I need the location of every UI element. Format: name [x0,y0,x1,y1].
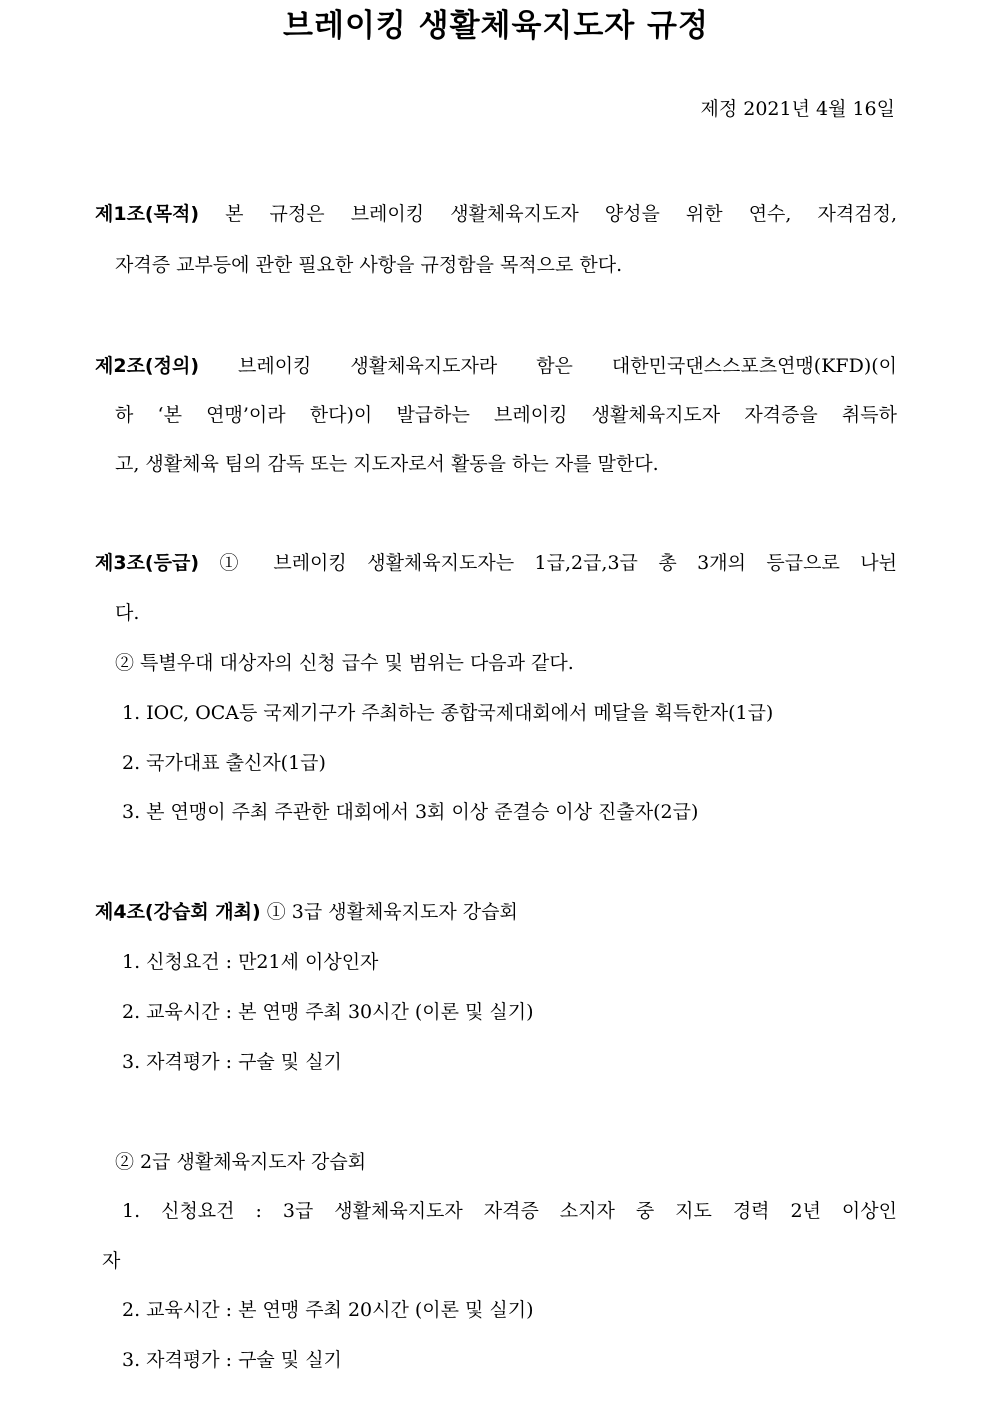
article-4-item-1-3: 3. 자격평가 : 구술 및 실기 [122,1051,342,1073]
article-4-item-2-1b: 자 [102,1250,121,1272]
article-1-heading: 제1조(목적) [95,203,200,225]
article-4-item-2-3: 3. 자격평가 : 구술 및 실기 [122,1349,342,1371]
article-2-text-1: 브레이킹 생활체육지도자라 함은 대한민국댄스스포츠연맹(KFD)(이 [199,355,897,377]
article-2-line-1 [95,351,897,381]
article-3-line-1 [95,548,897,578]
article-4-item-1-2: 2. 교육시간 : 본 연맹 주최 30시간 (이론 및 실기) [122,1001,534,1023]
article-2-text-2: 하 ‘본 연맹’이라 한다)이 발급하는 브레이킹 생활체육지도자 자격증을 취득하 [115,404,897,426]
article-4-item-1-1: 1. 신청요건 : 만21세 이상인자 [122,951,379,973]
article-2-text-3: 고, 생활체육 팀의 감독 또는 지도자로서 활동을 하는 자를 말한다. [115,453,659,475]
article-4-item-2-2: 2. 교육시간 : 본 연맹 주최 20시간 (이론 및 실기) [122,1299,534,1321]
article-3-text-3: ② 특별우대 대상자의 신청 급수 및 범위는 다음과 같다. [115,652,574,674]
article-3-item-3: 3. 본 연맹이 주최 주관한 대회에서 3회 이상 준결승 이상 진출자(2급) [122,801,699,823]
article-1-text-2: 자격증 교부등에 관한 필요한 사항을 규정함을 목적으로 한다. [115,254,623,276]
article-1-text-1: 본 규정은 브레이킹 생활체육지도자 양성을 위한 연수, 자격검정, [199,203,897,225]
article-4-text-1: ① 3급 생활체육지도자 강습회 [260,901,518,923]
article-4-line-1 [95,897,897,927]
article-3-item-2: 2. 국가대표 출신자(1급) [122,752,326,774]
article-4-heading: 제4조(강습회 개최) [95,901,261,923]
article-3-text-2: 다. [115,602,140,624]
article-2-heading: 제2조(정의) [95,355,200,377]
enactment-date: 제정 2021년 4월 16일 [700,98,895,120]
article-1-line-1 [95,199,897,229]
article-4-item-2-1a: 1. 신청요건 : 3급 생활체육지도자 자격증 소지자 중 지도 경력 2년 이상인 [122,1200,897,1222]
article-4-sub-2: ② 2급 생활체육지도자 강습회 [115,1151,367,1173]
document-title: 브레이킹 생활체육지도자 규정 [283,8,709,44]
article-3-heading: 제3조(등급) [95,552,200,574]
article-3-item-1: 1. IOC, OCA등 국제기구가 주최하는 종합국제대회에서 메달을 획득한자(1급) [122,702,774,724]
article-3-text-1: ① 브레이킹 생활체육지도자는 1급,2급,3급 총 3개의 등급으로 나뉜 [199,552,897,574]
